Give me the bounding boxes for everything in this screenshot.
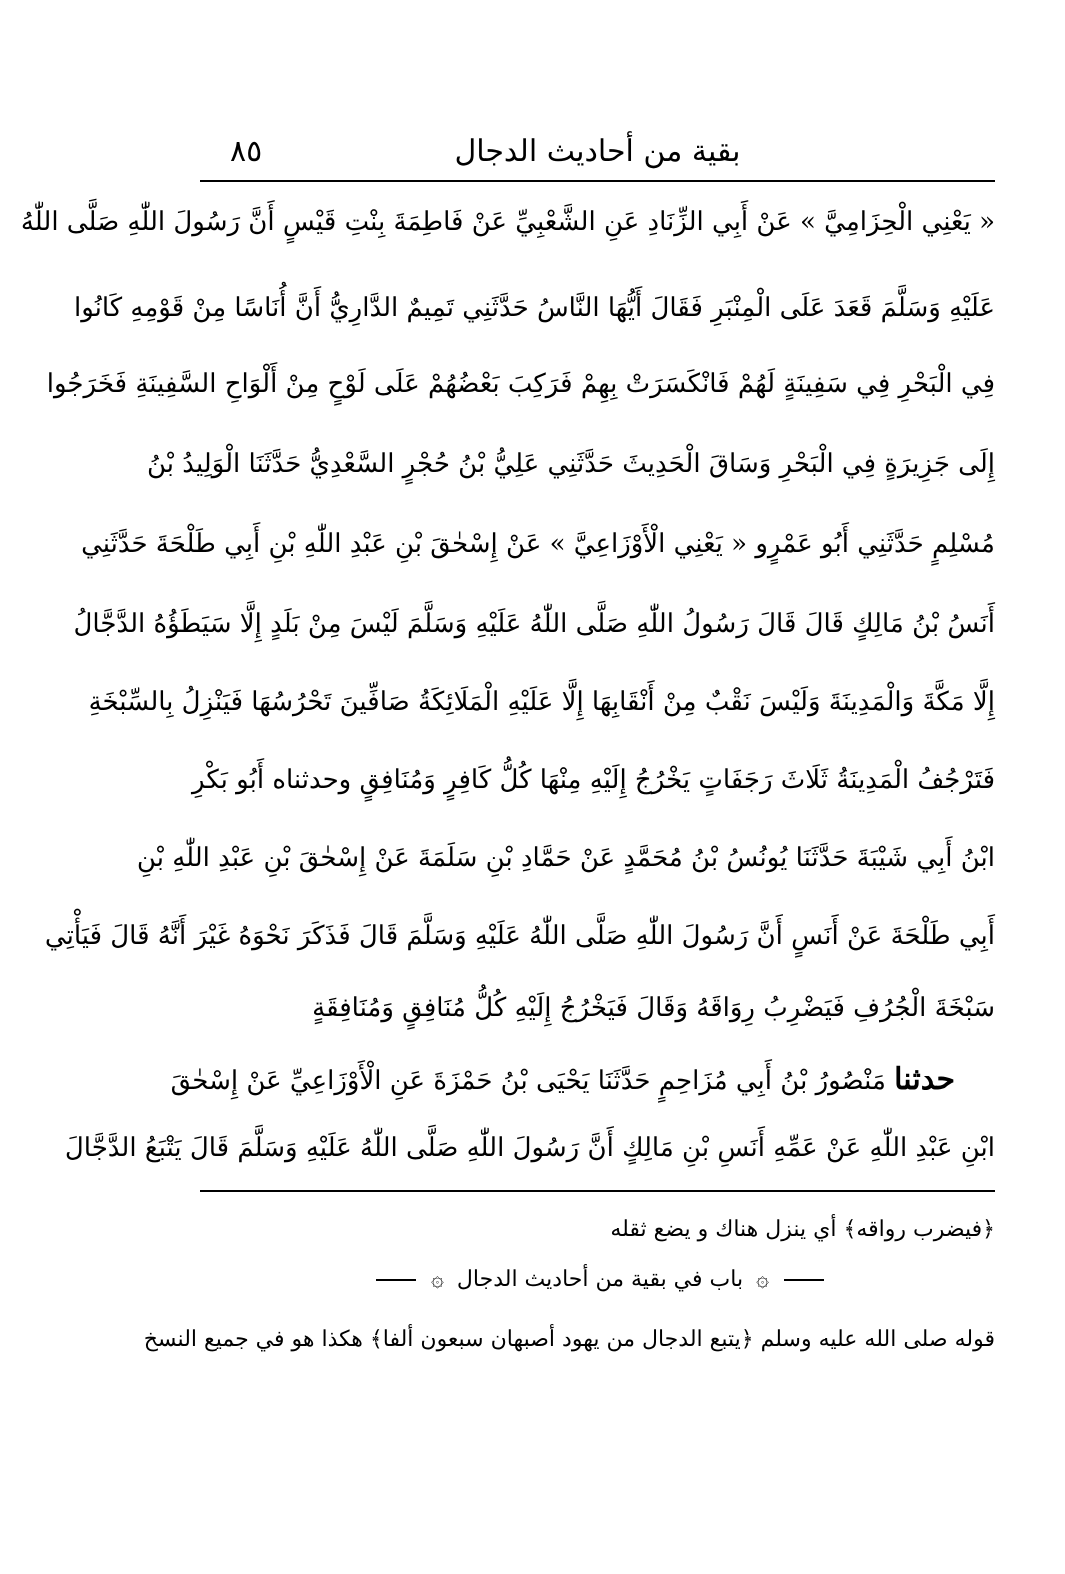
paragraph-2-line-2: ابْنِ عَبْدِ اللّٰهِ عَنْ عَمِّهِ أَنَسِ بْنِ مَالِكٍ أَنَّ رَسُولَ اللّٰهِ صَلَّى اللّٰهُ عَلَيْهِ وَسَلَّمَ قَالَ يَتْبَعُ الدَّجَّالَ	[64, 1133, 995, 1163]
paragraph-lead-word: حدثنا	[894, 1062, 955, 1097]
paragraph-2-line-1-text: مَنْصُورُ بْنُ أَبِي مُزَاحِمٍ حَدَّثَنَا يَحْيَى بْنُ حَمْزَةَ عَنِ الْأَوْزَاعِيِّ عَنْ إِسْحٰقَ	[170, 1066, 886, 1096]
text-line-2: عَلَيْهِ وَسَلَّمَ قَعَدَ عَلَى الْمِنْبَرِ فَقَالَ أَيُّهَا النَّاسُ حَدَّثَنِي تَمِيمٌ الدَّارِيُّ أَنَّ أُنَاسًا مِنْ قَوْمِهِ كَانُوا	[73, 293, 995, 323]
text-line-4: إِلَى جَزِيرَةٍ فِي الْبَحْرِ وَسَاقَ الْحَدِيثَ حَدَّثَنِي عَلِيُّ بْنُ حُجْرٍ السَّعْدِيُّ حَدَّثَنَا الْوَلِيدُ بْنُ	[147, 449, 995, 479]
main-text	[20, 192, 995, 1182]
heading-dash-right	[784, 1279, 824, 1281]
text-line-6: أَنَسُ بْنُ مَالِكٍ قَالَ قَالَ رَسُولُ اللّٰهِ صَلَّى اللّٰهُ عَلَيْهِ وَسَلَّمَ لَيْسَ مِنْ بَلَدٍ إِلَّا سَيَطَؤُهُ الدَّجَّالُ	[73, 609, 995, 639]
text-line-8: فَتَرْجُفُ الْمَدِينَةُ ثَلَاثَ رَجَفَاتٍ يَخْرُجُ إِلَيْهِ مِنْهَا كُلُّ كَافِرٍ وَمُنَافِقٍ وحدثناه أَبُو بَكْرِ	[191, 765, 995, 795]
text-line-7: إِلَّا مَكَّةَ وَالْمَدِينَةَ وَلَيْسَ نَقْبٌ مِنْ أَنْقَابِهَا إِلَّا عَلَيْهِ الْمَلَائِكَةُ صَافِّينَ تَحْرُسُهَا فَيَنْزِلُ بِالسِّبْخَةِ	[88, 687, 995, 717]
text-line-5: مُسْلِمٍ حَدَّثَنِي أَبُو عَمْرٍو « يَعْنِي الْأَوْزَاعِيَّ » عَنْ إِسْحٰقَ بْنِ عَبْدِ اللّٰهِ بْنِ أَبِي طَلْحَةَ حَدَّثَنِي	[81, 529, 995, 559]
text-line-9: ابْنُ أَبِي شَيْبَةَ حَدَّثَنَا يُونُسُ بْنُ مُحَمَّدٍ عَنْ حَمَّادِ بْنِ سَلَمَةَ عَنْ إِسْحٰقَ بْنِ عَبْدِ اللّٰهِ بْنِ	[136, 843, 995, 873]
ornament-right-icon: ۞	[756, 1267, 769, 1292]
page-number: ٨٥	[230, 134, 263, 169]
text-line-3: فِي الْبَحْرِ فِي سَفِينَةٍ لَهُمْ فَانْكَسَرَتْ بِهِمْ فَرَكِبَ بَعْضُهُمْ عَلَى لَوْحٍ مِنْ أَلْوَاحِ السَّفِينَةِ فَخَرَجُوا	[46, 369, 995, 399]
heading-dash-left	[376, 1279, 416, 1281]
footnote-2: قوله صلى الله عليه وسلم ﴿يتبع الدجال من يهود أصبهان سبعون ألفا﴾ هكذا هو في جميع النسخ	[143, 1327, 995, 1352]
page-header	[200, 128, 995, 180]
chapter-heading: باب في بقية من أحاديث الدجال	[456, 1267, 744, 1292]
paragraph-2-line-1	[170, 1050, 995, 1110]
text-line-10: أَبِي طَلْحَةَ عَنْ أَنَسٍ أَنَّ رَسُولَ اللّٰهِ صَلَّى اللّٰهُ عَلَيْهِ وَسَلَّمَ قَالَ فَذَكَرَ نَحْوَهُ غَيْرَ أَنَّهُ قَالَ فَيَأْتِي	[44, 921, 995, 951]
text-line-11: سَبْخَةَ الْجُرُفِ فَيَضْرِبُ رِوَاقَهُ وَقَالَ فَيَخْرُجُ إِلَيْهِ كُلُّ مُنَافِقٍ وَمُنَافِقَةٍ	[312, 993, 995, 1023]
text-line-1: « يَعْنِي الْحِزَامِيَّ » عَنْ أَبِي الزِّنَادِ عَنِ الشَّعْبِيِّ عَنْ فَاطِمَةَ بِنْتِ قَيْسٍ أَنَّ رَسُولَ اللّٰهِ صَلَّى اللّٰهُ	[20, 207, 995, 237]
running-title: بقية من أحاديث الدجال	[454, 134, 741, 169]
chapter-heading-line	[205, 1255, 995, 1305]
footnote-1: ﴿فيضرب رواقه﴾ أي ينزل هناك و يضع ثقله	[610, 1217, 995, 1242]
header-rule	[200, 180, 995, 182]
footnote-rule	[200, 1190, 995, 1192]
ornament-left-icon: ۞	[431, 1267, 444, 1292]
